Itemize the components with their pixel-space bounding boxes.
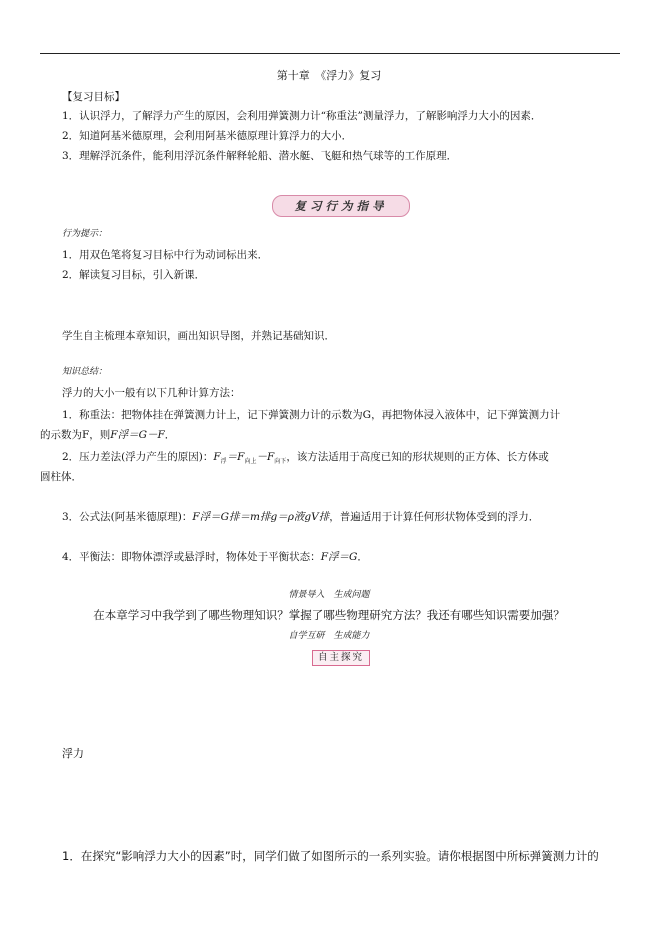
- method-4-text: 4．平衡法：即物体漂浮或悬浮时，物体处于平衡状态：: [62, 551, 321, 563]
- method-2-tail: ，该方法适用于高度已知的形状规则的正方体、长方体或: [286, 451, 549, 463]
- problem-1-text: 1．在探究“影响浮力大小的因素”时，同学们做了如图所示的一系列实验。请你根据图中所标弹簧测力计的: [62, 849, 599, 863]
- intro-question: 在本章学习中我学到了哪些物理知识？掌握了哪些物理研究方法？我还有哪些知识需要加强？: [93, 608, 565, 622]
- self-study-heading: 自学互研 生成能力: [288, 631, 370, 641]
- method-2-sub-up: 向上: [244, 458, 257, 466]
- hint-item-1: 1．用双色笔将复习目标中行为动词标出来．: [62, 249, 269, 261]
- goal-item-3: 3．理解浮沉条件，能利用浮沉条件解释轮船、潜水艇、飞艇和热气球等的工作原理．: [62, 150, 458, 162]
- method-2-sub-down: 向下: [274, 458, 287, 466]
- self-explore-label: 自主探究: [312, 650, 370, 666]
- goals-heading: 【复习目标】: [62, 91, 125, 103]
- method-2-text: 2．压力差法(浮力产生的原因)：: [62, 451, 214, 463]
- method-3-tail: ，普遍适用于计算任何形状物体受到的浮力．: [329, 511, 540, 523]
- intro-section-heading: 情景导入 生成问题: [288, 590, 370, 600]
- method-3-text: 3．公式法(阿基米德原理)：: [62, 511, 193, 523]
- method-4: [62, 549, 368, 564]
- page-title: 第十章 《浮力》复习: [276, 69, 382, 82]
- method-3-formula: F浮＝G排＝m排g＝ρ液gV排: [192, 511, 330, 523]
- method-1-text: 的示数为F，则: [40, 429, 111, 441]
- method-4-end: ．: [357, 551, 368, 563]
- goal-item-2: 2．知道阿基米德原理，会利用阿基米德原理计算浮力的大小．: [62, 130, 353, 142]
- method-2-line-1: [62, 449, 549, 465]
- hint-item-2: 2．解读复习目标，引入新课．: [62, 269, 206, 281]
- method-1-line-1: 1．称重法：把物体挂在弹簧测力计上，记下弹簧测力计的示数为G，再把物体浸入液体中，记下弹簧测力计: [62, 409, 561, 421]
- method-1-formula: F浮＝G－F: [110, 429, 165, 441]
- method-2-line-2: 圆柱体．: [40, 471, 82, 483]
- method-2-sub-float: 浮: [220, 458, 227, 466]
- method-2-eq: ＝F: [226, 451, 245, 463]
- top-rule: [40, 53, 620, 54]
- method-1-end: ．: [164, 429, 176, 441]
- goal-item-1: 1．认识浮力，了解浮力产生的原因，会利用弹簧测力计“称重法”测量浮力，了解影响浮力大小的因素．: [62, 110, 542, 122]
- hints-heading: 行为提示：: [62, 229, 108, 239]
- method-3: [62, 509, 539, 524]
- method-2-formula-f: F: [213, 451, 221, 463]
- method-2-minus: －F: [256, 451, 275, 463]
- summary-intro: 浮力的大小一般有以下几种计算方法：: [62, 387, 241, 399]
- review-guidance-banner: 复习行为指导: [272, 195, 410, 217]
- method-4-formula: F浮＝G: [320, 551, 358, 563]
- student-task: 学生自主梳理本章知识，画出知识导图，并熟记基础知识．: [62, 330, 335, 342]
- summary-heading: 知识总结：: [62, 367, 108, 377]
- topic-label: 浮力: [62, 747, 84, 760]
- method-1-line-2: [40, 427, 175, 442]
